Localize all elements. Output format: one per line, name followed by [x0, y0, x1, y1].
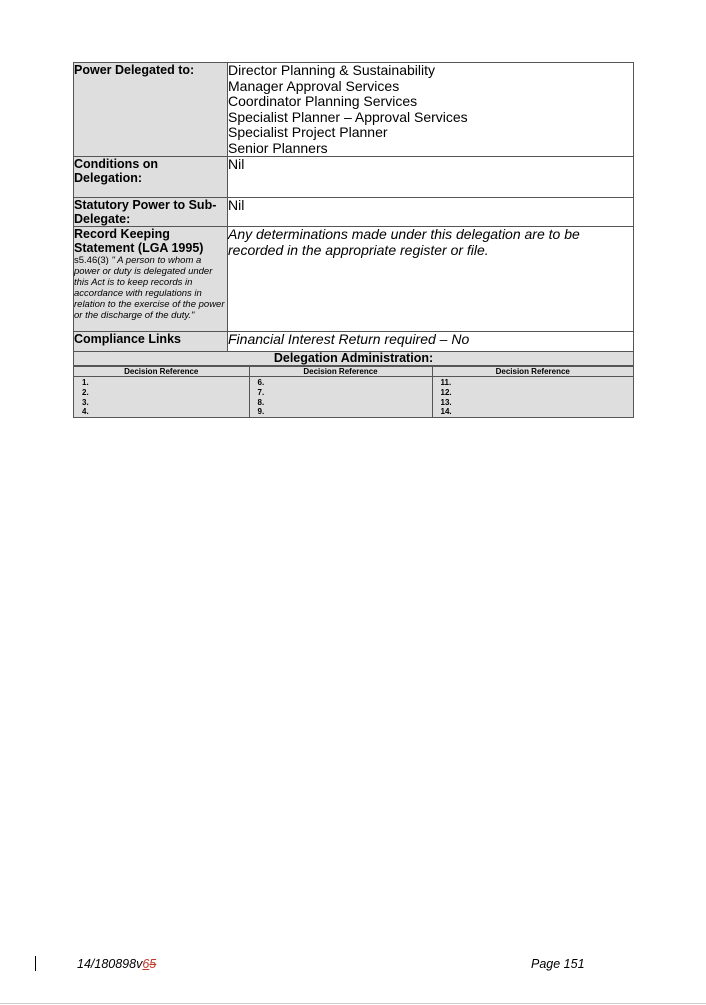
decision-number: 12.: [440, 387, 452, 397]
compliance-label: Compliance Links: [74, 332, 228, 352]
decision-col-1: [74, 377, 249, 418]
decision-number: 4.: [82, 407, 89, 417]
decision-col-2: [249, 377, 432, 418]
decision-number: 1.: [82, 378, 89, 387]
page-bottom-rule: [0, 1003, 706, 1004]
document-reference: [77, 957, 156, 971]
row-record-keeping: [74, 227, 634, 332]
delegate-item: Specialist Project Planner: [228, 124, 388, 140]
statement-quote: " A person to whom a power or duty is delegated under this Act is to keep records in accordance with regulations in relation to the exercise of the power or the discharge of the duty.": [74, 255, 225, 321]
delegate-item: Manager Approval Services: [228, 77, 400, 94]
decision-number: 3.: [82, 397, 89, 407]
delegate-item: Specialist Planner – Approval Services: [228, 108, 468, 125]
conditions-label: Conditions on Delegation:: [74, 157, 228, 198]
delegate-item: Coordinator Planning Services: [228, 93, 418, 109]
record-keeping-label: Record Keeping Statement (LGA 1995): [74, 227, 204, 255]
decision-number: 9.: [257, 407, 265, 417]
compliance-value: Financial Interest Return required – No: [228, 332, 634, 352]
row-admin-title: [74, 352, 634, 366]
record-keeping-statement: [74, 255, 227, 321]
row-compliance: [74, 332, 634, 352]
record-keeping-value: Any determinations made under this delegation are to be recorded in the appropriate register or file.: [228, 227, 634, 332]
change-bar: [35, 956, 36, 971]
conditions-value: Nil: [228, 157, 634, 198]
power-delegated-label: Power Delegated to:: [74, 63, 228, 157]
row-statutory: [74, 198, 634, 227]
statement-section: s5.46(3): [74, 255, 109, 266]
record-keeping-label-cell: [74, 227, 228, 332]
row-admin-body: [74, 366, 634, 418]
decision-reference-table: [74, 366, 633, 417]
admin-title: Delegation Administration:: [74, 352, 634, 366]
decision-number: 8.: [257, 397, 265, 407]
delegate-item: Senior Planners: [228, 139, 328, 156]
decision-number: 13.: [440, 397, 452, 407]
decision-header: Decision Reference: [432, 367, 633, 377]
revision-deleted: 5: [149, 957, 157, 971]
page-number: Page 151: [531, 957, 585, 971]
decision-number: 6.: [257, 378, 265, 387]
statutory-value: Nil: [228, 198, 634, 227]
decision-numbers-row: [74, 377, 633, 418]
delegation-table: [73, 62, 634, 418]
row-conditions: [74, 157, 634, 198]
delegate-item: Director Planning & Sustainability: [228, 62, 435, 78]
decision-col-3: [432, 377, 633, 418]
doc-ref-base: 14/180898v: [77, 957, 143, 971]
decision-number: 2.: [82, 387, 89, 397]
decision-header-row: [74, 367, 633, 377]
row-power-delegated: [74, 63, 634, 157]
power-delegated-value: [228, 63, 634, 157]
decision-number: 14.: [440, 407, 452, 417]
decision-header: Decision Reference: [249, 367, 432, 377]
statutory-label: Statutory Power to Sub-Delegate:: [74, 198, 228, 227]
decision-number: 7.: [257, 387, 265, 397]
revision-inserted: 6: [142, 957, 150, 971]
decision-header: Decision Reference: [74, 367, 249, 377]
decision-number: 11.: [440, 378, 452, 387]
admin-body: [74, 366, 634, 418]
